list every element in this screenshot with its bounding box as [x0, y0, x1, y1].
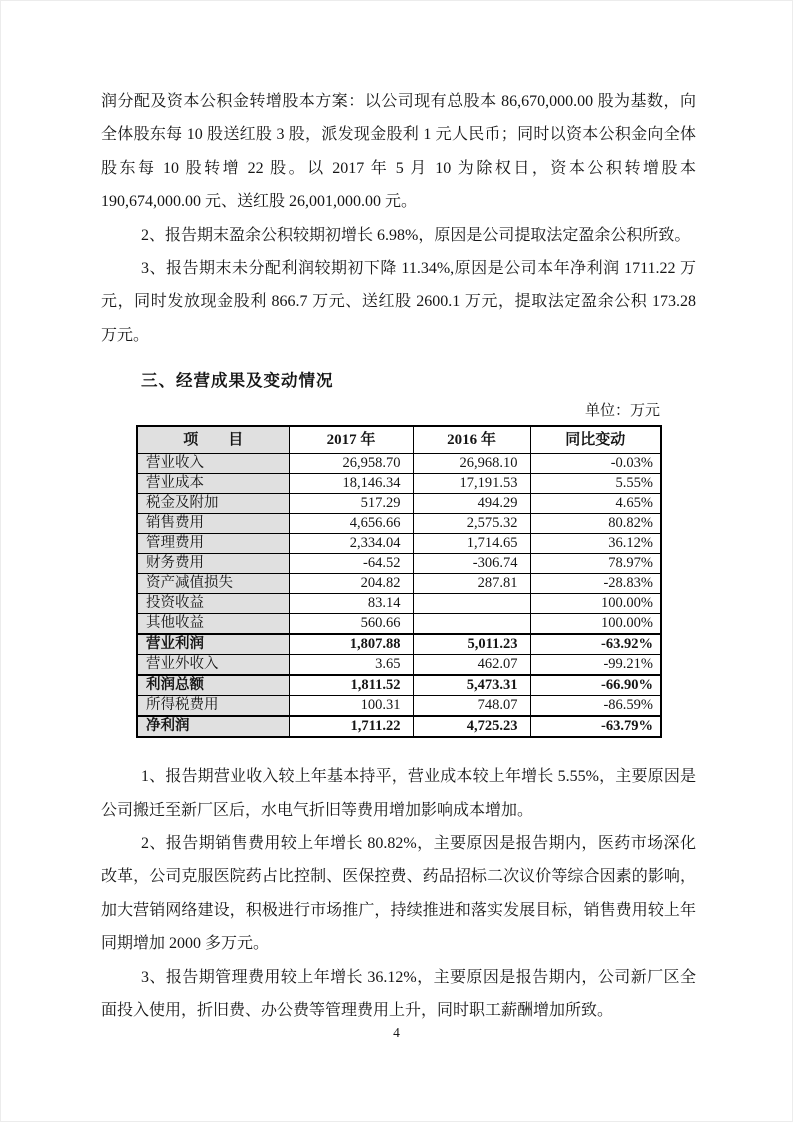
section-heading: 三、经营成果及变动情况 [141, 371, 334, 391]
table-row [137, 554, 661, 574]
operating-results-table [136, 425, 662, 738]
value-2017-cell: 1,711.22 [289, 716, 413, 737]
table-row [137, 675, 661, 696]
value-2016-cell: 748.07 [413, 696, 530, 717]
value-2017-cell: 83.14 [289, 594, 413, 614]
paragraph-selling-expense-analysis: 2、报告期销售费用较上年增长 80.82%，主要原因是报告期内，医药市场深化改革，公司克服医院药占比控制、医保控费、药品招标二次议价等综合因素的影响，加大营销网络建设，积极进行市场推广，持续推进和落实发展目标，销售费用较上年同期增加 2000 多万元。 [101, 835, 696, 953]
value-2017-cell: 204.82 [289, 574, 413, 594]
item-cell: 营业外收入 [137, 655, 289, 676]
page-number: 4 [393, 1025, 400, 1040]
header-yoy-change: 同比变动 [530, 426, 661, 454]
yoy-change-cell: -86.59% [530, 696, 661, 717]
yoy-change-cell: -66.90% [530, 675, 661, 696]
table-row [137, 634, 661, 655]
yoy-change-cell: 36.12% [530, 534, 661, 554]
yoy-change-cell: -0.03% [530, 454, 661, 474]
table-row [137, 494, 661, 514]
value-2016-cell: 5,473.31 [413, 675, 530, 696]
paragraph-revenue-analysis: 1、报告期营业收入较上年基本持平，营业成本较上年增长 5.55%，主要原因是公司搬迁至新厂区后，水电气折旧等费用增加影响成本增加。 [101, 768, 696, 819]
value-2016-cell: 462.07 [413, 655, 530, 676]
value-2016-cell: 5,011.23 [413, 634, 530, 655]
yoy-change-cell: 100.00% [530, 594, 661, 614]
item-cell: 管理费用 [137, 534, 289, 554]
table-row [137, 474, 661, 494]
value-2017-cell: 4,656.66 [289, 514, 413, 534]
yoy-change-cell: -28.83% [530, 574, 661, 594]
yoy-change-cell: -63.92% [530, 634, 661, 655]
paragraph-undistributed-profit: 3、报告期末未分配利润较期初下降 11.34%,原因是公司本年净利润 1711.22 万元，同时发放现金股利 866.7 万元、送红股 2600.1 万元，提取法定盈余公积 173.28 万元。 [101, 260, 696, 344]
table-row [137, 514, 661, 534]
table-row [137, 454, 661, 474]
table-row [137, 655, 661, 676]
table-row [137, 594, 661, 614]
item-cell: 税金及附加 [137, 494, 289, 514]
value-2017-cell: 26,958.70 [289, 454, 413, 474]
item-cell: 净利润 [137, 716, 289, 737]
value-2016-cell: 2,575.32 [413, 514, 530, 534]
value-2017-cell: 100.31 [289, 696, 413, 717]
yoy-change-cell: 100.00% [530, 614, 661, 635]
table-row [137, 534, 661, 554]
value-2016-cell [413, 614, 530, 635]
value-2017-cell: 2,334.04 [289, 534, 413, 554]
item-cell: 营业利润 [137, 634, 289, 655]
table-row [137, 614, 661, 635]
value-2017-cell: -64.52 [289, 554, 413, 574]
item-cell: 其他收益 [137, 614, 289, 635]
item-cell: 销售费用 [137, 514, 289, 534]
table-row [137, 574, 661, 594]
item-cell: 财务费用 [137, 554, 289, 574]
value-2016-cell: -306.74 [413, 554, 530, 574]
item-cell: 利润总额 [137, 675, 289, 696]
yoy-change-cell: 4.65% [530, 494, 661, 514]
paragraph-admin-expense-analysis: 3、报告期管理费用较上年增长 36.12%，主要原因是报告期内，公司新厂区全面投入使用，折旧费、办公费等管理费用上升，同时职工薪酬增加所致。 [101, 968, 696, 1020]
yoy-change-cell: -99.21% [530, 655, 661, 676]
item-cell: 资产减值损失 [137, 574, 289, 594]
value-2016-cell: 4,725.23 [413, 716, 530, 737]
value-2016-cell: 287.81 [413, 574, 530, 594]
yoy-change-cell: 80.82% [530, 514, 661, 534]
value-2016-cell: 17,191.53 [413, 474, 530, 494]
yoy-change-cell: 5.55% [530, 474, 661, 494]
value-2017-cell: 517.29 [289, 494, 413, 514]
value-2016-cell: 494.29 [413, 494, 530, 514]
table-header-row [137, 426, 661, 454]
header-2016: 2016 年 [413, 426, 530, 454]
value-2016-cell: 26,968.10 [413, 454, 530, 474]
value-2016-cell: 1,714.65 [413, 534, 530, 554]
page-content [1, 1, 792, 1028]
value-2017-cell: 18,146.34 [289, 474, 413, 494]
value-2016-cell [413, 594, 530, 614]
yoy-change-cell: 78.97% [530, 554, 661, 574]
table-row [137, 716, 661, 737]
analysis-paragraphs [101, 760, 696, 1027]
unit-label: 单位：万元 [584, 403, 660, 420]
financial-table-block [136, 399, 660, 738]
value-2017-cell: 1,811.52 [289, 675, 413, 696]
yoy-change-cell: -63.79% [530, 716, 661, 737]
header-2017: 2017 年 [289, 426, 413, 454]
value-2017-cell: 1,807.88 [289, 634, 413, 655]
value-2017-cell: 3.65 [289, 655, 413, 676]
paragraph-profit-distribution: 润分配及资本公积金转增股本方案：以公司现有总股本 86,670,000.00 股为基数，向全体股东每 10 股送红股 3 股，派发现金股利 1 元人民币；同时以资本公积金向全体股东每 10 股转增 22 股。以 2017 年 5 月 10 为除权日，资本公积转增股本 190,674,000.00 元、送红股 26,001,000.00 元。 [101, 93, 696, 211]
table-row [137, 696, 661, 717]
value-2017-cell: 560.66 [289, 614, 413, 635]
header-item: 项 目 [137, 426, 289, 454]
item-cell: 投资收益 [137, 594, 289, 614]
item-cell: 所得税费用 [137, 696, 289, 717]
item-cell: 营业收入 [137, 454, 289, 474]
paragraph-surplus-reserve: 2、报告期末盈余公积较期初增长 6.98%，原因是公司提取法定盈余公积所致。 [141, 226, 691, 244]
item-cell: 营业成本 [137, 474, 289, 494]
